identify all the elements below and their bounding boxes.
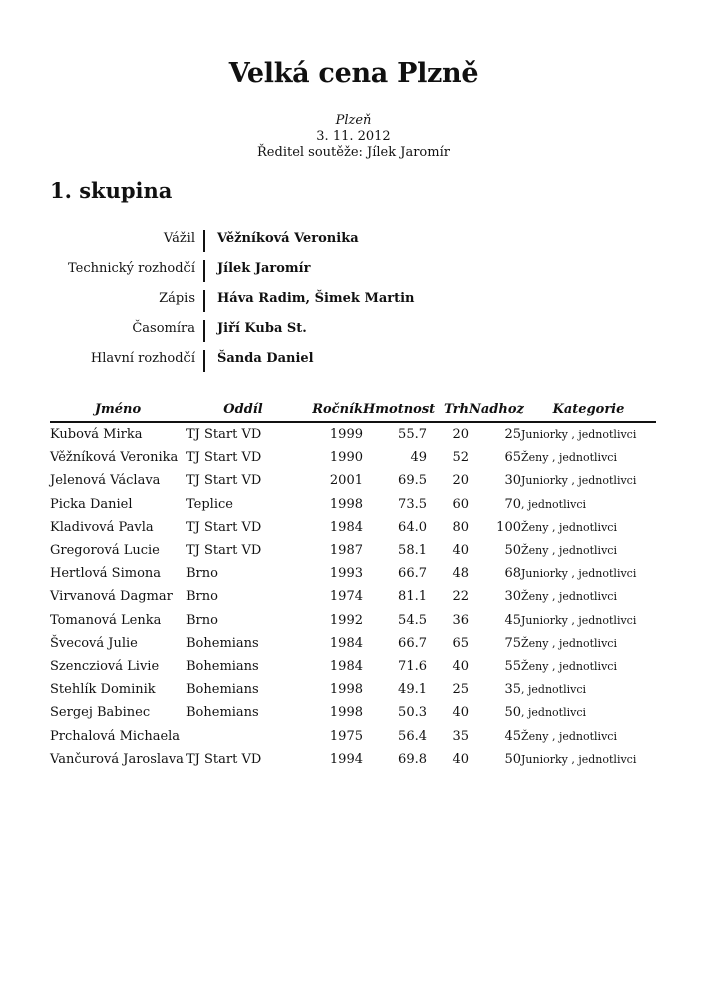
official-divider	[203, 320, 205, 342]
cell-snatch: 65	[452, 635, 469, 651]
table-row	[50, 422, 656, 446]
cell-snatch: 22	[452, 589, 469, 605]
official-name: Háva Radim, Šimek Martin	[217, 291, 415, 306]
table-row	[50, 493, 656, 516]
cell-weight: 66.7	[398, 635, 427, 651]
cell-category: Ženy , jednotlivci	[521, 520, 617, 534]
cell-club: TJ Start VD	[186, 473, 262, 489]
cell-snatch: 80	[452, 519, 469, 535]
table-row	[50, 446, 656, 469]
cell-name: Hertlová Simona	[50, 566, 162, 582]
page-title: Velká cena Plzně	[228, 58, 479, 89]
table-row	[50, 539, 656, 562]
officials-list	[0, 229, 707, 379]
cell-cj: 50	[504, 751, 521, 767]
cell-name: Stehlík Dominik	[50, 682, 156, 698]
cell-weight: 50.3	[398, 705, 427, 721]
cell-weight: 69.8	[398, 751, 427, 767]
cell-name: Picka Daniel	[50, 496, 133, 512]
cell-year: 1998	[329, 705, 363, 721]
cell-category: Ženy , jednotlivci	[521, 451, 617, 465]
cell-category: Juniorky , jednotlivci	[521, 474, 637, 488]
col-header-weight: Hmotnost	[363, 400, 427, 422]
official-name: Věžníková Veronika	[217, 231, 359, 246]
cell-year: 1987	[329, 543, 363, 559]
cell-club: TJ Start VD	[186, 519, 262, 535]
cell-snatch: 40	[452, 751, 469, 767]
table-row	[50, 701, 656, 724]
cell-club: TJ Start VD	[186, 427, 262, 443]
cell-cj: 25	[504, 427, 521, 443]
cell-snatch: 20	[452, 473, 469, 489]
cell-weight: 81.1	[398, 589, 427, 605]
cell-club: Bohemians	[186, 682, 259, 698]
cell-snatch: 40	[452, 705, 469, 721]
official-divider	[203, 350, 205, 372]
official-role: Časomíra	[132, 321, 195, 336]
cell-club: Brno	[186, 589, 218, 605]
cell-category: , jednotlivci	[521, 706, 587, 720]
cell-name: Kubová Mirka	[50, 427, 143, 443]
cell-cj: 45	[504, 728, 521, 744]
table-row	[50, 609, 656, 632]
group-title: 1. skupina	[50, 178, 173, 203]
table-row	[50, 748, 656, 771]
cell-club: Brno	[186, 612, 218, 628]
cell-club: Bohemians	[186, 635, 259, 651]
cell-weight: 54.5	[398, 612, 427, 628]
cell-name: Tomanová Lenka	[50, 612, 162, 628]
official-divider	[203, 290, 205, 312]
cell-year: 1984	[329, 519, 363, 535]
col-header-category: Kategorie	[521, 400, 656, 422]
cell-weight: 71.6	[398, 658, 427, 674]
cell-cj: 50	[504, 543, 521, 559]
cell-category: Ženy , jednotlivci	[521, 590, 617, 604]
cell-year: 1999	[329, 427, 363, 443]
official-name: Jiří Kuba St.	[217, 321, 307, 336]
results-table	[50, 400, 656, 771]
cell-cj: 70	[504, 496, 521, 512]
cell-category: Juniorky , jednotlivci	[521, 428, 637, 442]
cell-weight: 73.5	[398, 496, 427, 512]
table-row	[50, 585, 656, 608]
cell-category: , jednotlivci	[521, 683, 587, 697]
cell-category: Juniorky , jednotlivci	[521, 613, 637, 627]
official-row	[0, 289, 707, 319]
cell-cj: 68	[504, 566, 521, 582]
cell-club: TJ Start VD	[186, 450, 262, 466]
cell-weight: 69.5	[398, 473, 427, 489]
official-row	[0, 259, 707, 289]
table-header-row	[50, 400, 656, 422]
cell-weight: 58.1	[398, 543, 427, 559]
cell-weight: 64.0	[398, 519, 427, 535]
cell-cj: 45	[504, 612, 521, 628]
cell-snatch: 52	[452, 450, 469, 466]
official-row	[0, 349, 707, 379]
cell-snatch: 48	[452, 566, 469, 582]
cell-weight: 56.4	[398, 728, 427, 744]
cell-cj: 50	[504, 705, 521, 721]
cell-year: 1984	[329, 658, 363, 674]
cell-name: Věžníková Veronika	[50, 450, 179, 466]
cell-snatch: 60	[452, 496, 469, 512]
results-body	[50, 422, 656, 771]
cell-cj: 35	[504, 682, 521, 698]
cell-name: Vančurová Jaroslava	[50, 751, 184, 767]
cell-category: , jednotlivci	[521, 497, 587, 511]
cell-snatch: 25	[452, 682, 469, 698]
cell-name: Virvanová Dagmar	[50, 589, 173, 605]
cell-cj: 100	[496, 519, 521, 535]
col-header-name: Jméno	[50, 400, 186, 422]
official-row	[0, 229, 707, 259]
cell-snatch: 36	[452, 612, 469, 628]
cell-category: Ženy , jednotlivci	[521, 659, 617, 673]
cell-weight: 49	[410, 450, 427, 466]
cell-year: 2001	[329, 473, 363, 489]
cell-name: Szencziová Livie	[50, 658, 160, 674]
cell-name: Prchalová Michaela	[50, 728, 181, 744]
cell-category: Juniorky , jednotlivci	[521, 752, 637, 766]
official-row	[0, 319, 707, 349]
cell-name: Gregorová Lucie	[50, 543, 160, 559]
cell-club: Bohemians	[186, 705, 259, 721]
cell-snatch: 35	[452, 728, 469, 744]
cell-name: Sergej Babinec	[50, 705, 151, 721]
cell-category: Ženy , jednotlivci	[521, 636, 617, 650]
table-row	[50, 469, 656, 492]
cell-club: Bohemians	[186, 658, 259, 674]
cell-category: Juniorky , jednotlivci	[521, 567, 637, 581]
cell-year: 1998	[329, 682, 363, 698]
official-divider	[203, 260, 205, 282]
cell-name: Jelenová Václava	[50, 473, 161, 489]
col-header-club: Oddíl	[186, 400, 300, 422]
cell-cj: 30	[504, 589, 521, 605]
official-name: Jílek Jaromír	[217, 261, 311, 276]
cell-cj: 55	[504, 658, 521, 674]
official-role: Zápis	[159, 291, 195, 306]
event-date: 3. 11. 2012	[316, 129, 391, 144]
table-row	[50, 516, 656, 539]
cell-snatch: 40	[452, 658, 469, 674]
official-name: Šanda Daniel	[217, 351, 314, 366]
cell-weight: 66.7	[398, 566, 427, 582]
table-row	[50, 632, 656, 655]
table-row	[50, 562, 656, 585]
cell-snatch: 40	[452, 543, 469, 559]
cell-snatch: 20	[452, 427, 469, 443]
cell-year: 1974	[329, 589, 363, 605]
col-header-cj: Nadhoz	[469, 400, 521, 422]
cell-year: 1994	[329, 751, 363, 767]
cell-year: 1984	[329, 635, 363, 651]
cell-category: Ženy , jednotlivci	[521, 729, 617, 743]
cell-year: 1975	[329, 728, 363, 744]
cell-name: Kladivová Pavla	[50, 519, 154, 535]
col-header-year: Ročník	[300, 400, 363, 422]
col-header-snatch: Trh	[427, 400, 469, 422]
cell-year: 1990	[329, 450, 363, 466]
event-director: Ředitel soutěže: Jílek Jaromír	[257, 145, 450, 160]
official-role: Technický rozhodčí	[67, 261, 195, 276]
cell-name: Švecová Julie	[50, 635, 138, 651]
cell-cj: 30	[504, 473, 521, 489]
table-row	[50, 655, 656, 678]
table-row	[50, 678, 656, 701]
cell-weight: 55.7	[398, 427, 427, 443]
cell-club: Brno	[186, 566, 218, 582]
cell-club: TJ Start VD	[186, 751, 262, 767]
official-divider	[203, 230, 205, 252]
event-place: Plzeň	[335, 113, 372, 128]
cell-cj: 65	[504, 450, 521, 466]
cell-weight: 49.1	[398, 682, 427, 698]
cell-cj: 75	[504, 635, 521, 651]
cell-club: Teplice	[186, 496, 233, 512]
official-role: Vážil	[163, 231, 195, 246]
cell-year: 1998	[329, 496, 363, 512]
table-row	[50, 724, 656, 747]
cell-year: 1993	[329, 566, 363, 582]
official-role: Hlavní rozhodčí	[90, 351, 195, 366]
cell-category: Ženy , jednotlivci	[521, 544, 617, 558]
cell-club: TJ Start VD	[186, 543, 262, 559]
cell-club	[186, 724, 300, 747]
cell-year: 1992	[329, 612, 363, 628]
